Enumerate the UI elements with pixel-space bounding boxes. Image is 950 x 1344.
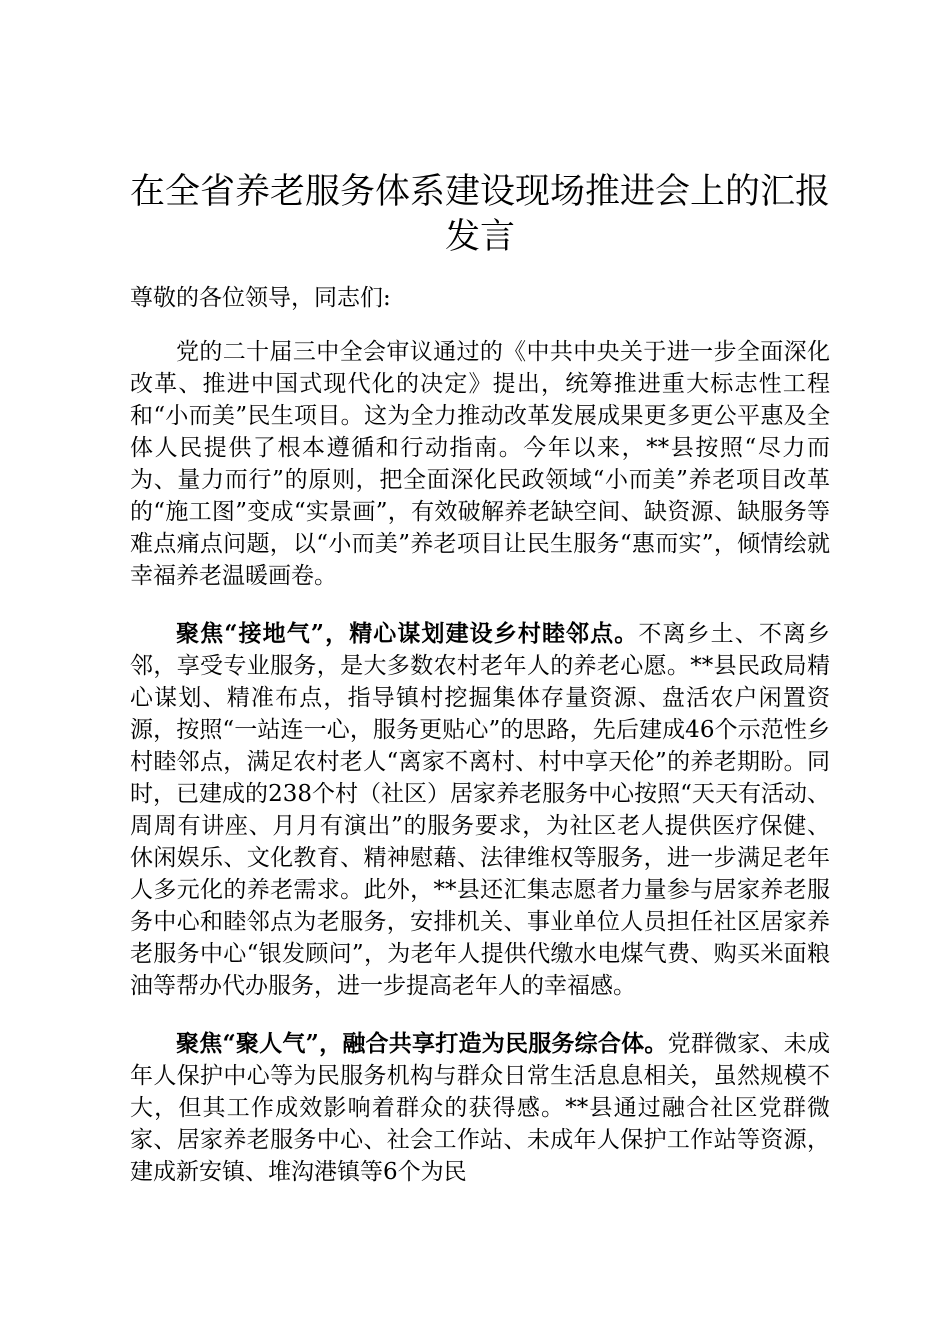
paragraph-heading: 聚焦“接地气”，精心谋划建设乡村睦邻点。 — [176, 620, 639, 647]
paragraph-body: 党群微家、未成年人保护中心等为民服务机构与群众日常生活息息相关，虽然规模不大，但其工作成效影响着群众的获得感。**县通过融合社区党群微家、居家养老服务中心、社会工作站、未成年人保护工作站等资源，建成新安镇、堆沟港镇等6个为民 — [130, 1031, 830, 1185]
document-title: 在全省养老服务体系建设现场推进会上的汇报发言 — [130, 172, 831, 257]
paragraph-body: 不离乡土、不离乡邻，享受专业服务，是大多数农村老年人的养老心愿。**县民政局精心谋划、精准布点，指导镇村挖掘集体存量资源、盘活农户闲置资源，按照“一站连一心，服务更贴心”的思路，先后建成46个示范性乡村睦邻点，满足农村老人“离家不离村、村中享天伦”的养老期盼。同时，已建成的238个村（社区）居家养老服务中心按照“天天有活动、周周有讲座、月月有演出”的服务要求，为社区老人提供医疗保健、休闲娱乐、文化教育、精神慰藉、法律维权等服务，进一步满足老年人多元化的养老需求。此外，**县还汇集志愿者力量参与居家养老服务中心和睦邻点为老服务，安排机关、事业单位人员担任社区居家养老服务中心“银发顾问”，为老年人提供代缴水电煤气费、购买米面粮油等帮办代办服务，进一步提高老年人的幸福感。 — [130, 621, 830, 999]
paragraph-intro — [130, 336, 830, 592]
greeting: 尊敬的各位领导，同志们: — [130, 285, 391, 311]
paragraph-section-2 — [130, 1028, 830, 1188]
paragraph-body: 党的二十届三中全会审议通过的《中共中央关于进一步全面深化改革、推进中国式现代化的决定》提出，统筹推进重大标志性工程和“小而美”民生项目。这为全力推动改革发展成果更多更公平惠及全体人民提供了根本遵循和行动指南。今年以来，**县按照“尽力而为、量力而行”的原则，把全面深化民政领域“小而美”养老项目改革的“施工图”变成“实景画”，有效破解养老缺空间、缺资源、缺服务等难点痛点问题，以“小而美”养老项目让民生服务“惠而实”，倾情绘就幸福养老温暖画卷。 — [130, 339, 830, 589]
paragraph-section-1 — [130, 618, 830, 1002]
paragraph-heading: 聚焦“聚人气”，融合共享打造为民服务综合体。 — [176, 1030, 668, 1057]
document-page — [130, 170, 830, 1188]
